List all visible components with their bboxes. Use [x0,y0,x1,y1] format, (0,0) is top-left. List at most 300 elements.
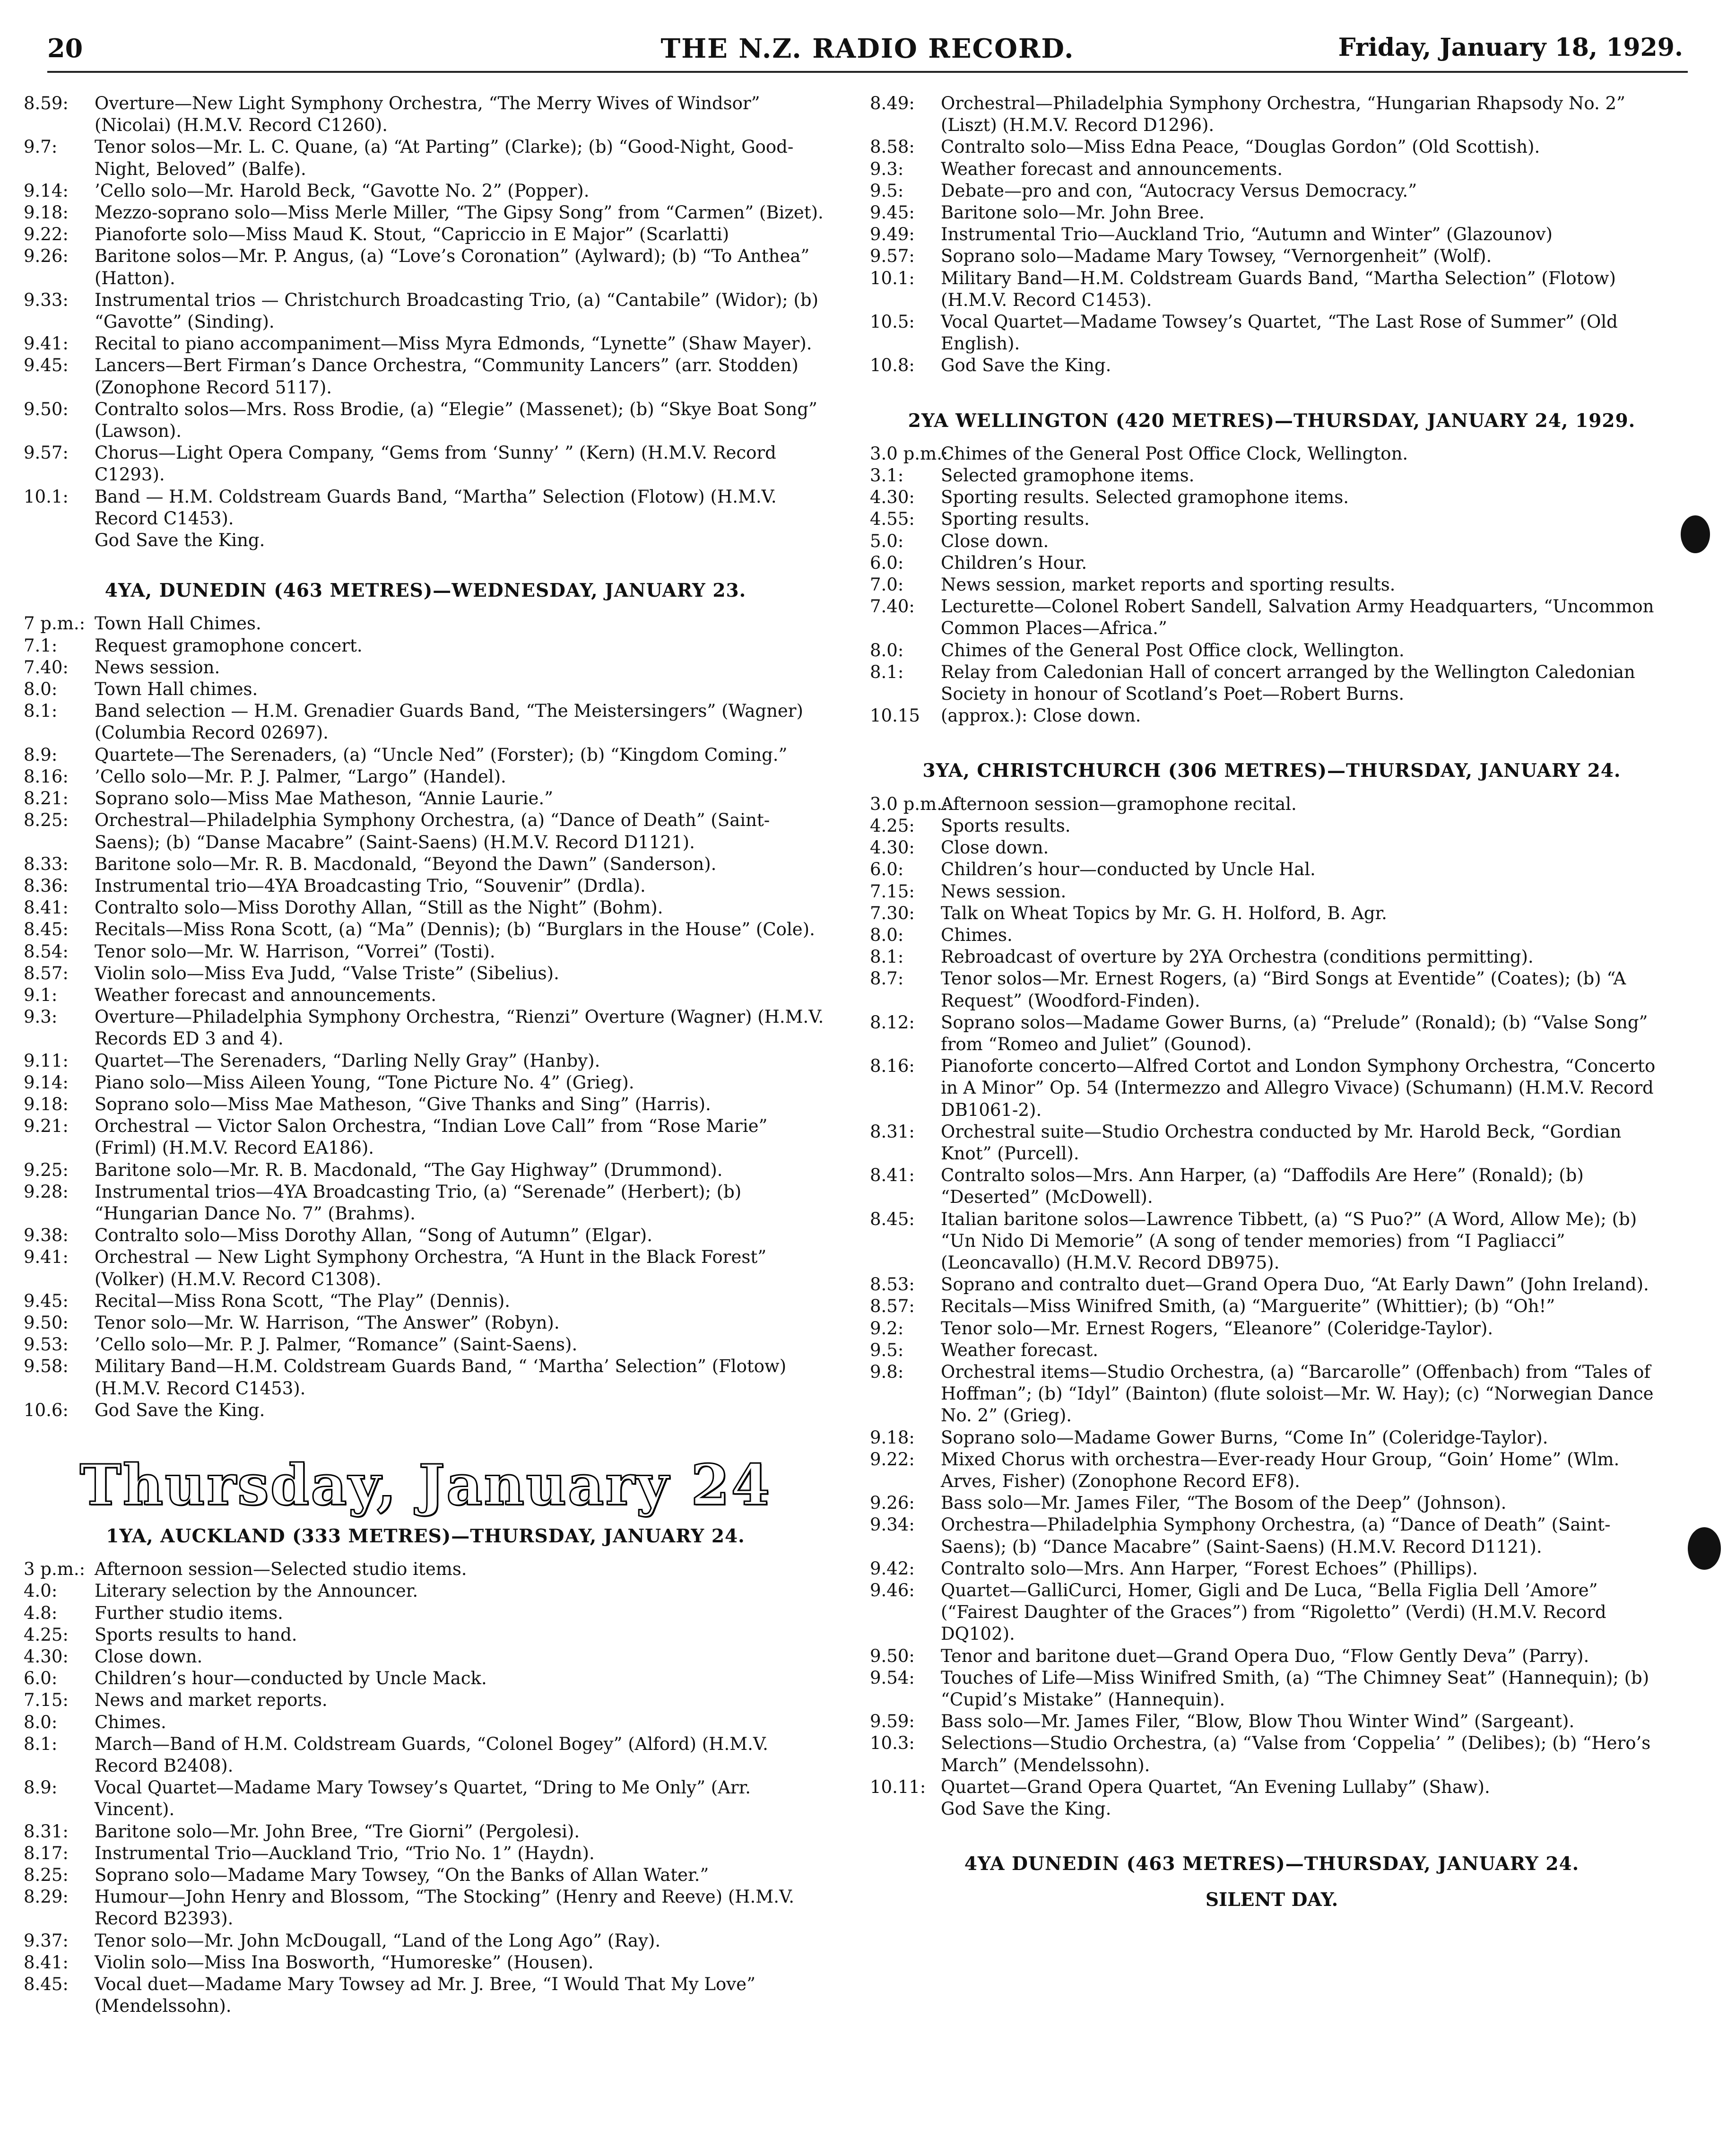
programme-entry [870,1274,1674,1296]
programme-entry [870,596,1674,639]
entry-time: 7.15: [870,881,915,902]
programme-entry [870,1558,1674,1580]
programme-entry [24,333,827,355]
entry-time: 8.17: [24,1843,69,1863]
programme-entry [870,1427,1674,1449]
entry-time: 8.49: [870,93,915,113]
entry-description: Sports results. [941,815,1071,836]
programme-entry [870,1492,1674,1514]
section-heading-christchurch-thursday: 3YA, CHRISTCHURCH (306 METRES)—THURSDAY, JANUARY 24. [922,760,1621,782]
entry-description: Piano solo—Miss Aileen Young, “Tone Picture No. 4” (Grieg). [95,1072,634,1093]
entry-description: Quartet—GalliCurci, Homer, Gigli and De Luca, “Bella Figlia Dell ’Amore” (“Fairest Daughter of the Graces”) from “Rigoletto” (Verdi) (H.M.V. Record DQ102). [941,1580,1606,1644]
entry-description: Chimes of the General Post Office Clock, Wellington. [941,443,1408,464]
entry-time: 10.3: [870,1733,915,1754]
programme-entry [870,1296,1674,1317]
entry-time: 8.33: [24,853,69,874]
entry-time: 8.25: [24,810,69,831]
programme-entry [870,531,1674,552]
programme-entry [24,875,827,897]
entry-time: 9.26: [24,246,69,267]
programme-entry [870,705,1674,727]
entry-time: 9.22: [870,1449,915,1470]
entry-time: 4.25: [24,1624,69,1645]
entry-description: Chorus—Light Opera Company, “Gems from ‘Sunny’ ” (Kern) (H.M.V. Record C1293). [95,443,776,485]
entry-time: 8.45: [870,1209,915,1229]
programme-entry [870,1055,1674,1121]
programme-entry [24,700,827,744]
programme-entry [24,941,827,963]
entry-time: 9.34: [870,1514,915,1535]
entry-time: 9.11: [24,1050,69,1071]
programme-entry [870,640,1674,661]
entry-description: Pianoforte concerto—Alfred Cortot and London Symphony Orchestra, “Concerto in A Minor” Op. 54 (Intermezzo and Allegro Vivace) (Schumann) (H.M.V. Record DB1061-2). [941,1056,1656,1120]
entry-time: 8.16: [24,766,69,787]
entry-description: Contralto solos—Mrs. Ann Harper, (a) “Daffodils Are Here” (Ronald); (b) “Deserted” (McDowell). [941,1165,1584,1208]
entry-time: 9.14: [24,1072,69,1093]
entry-time: 4.25: [870,815,915,836]
entry-description: Recital—Miss Rona Scott, “The Play” (Dennis). [95,1290,511,1311]
entry-time: 8.0: [870,640,904,661]
programme-entry [24,809,827,853]
programme-entry [24,1558,827,1580]
entry-time: 6.0: [870,859,904,880]
programme-entry [24,289,827,333]
entry-time: 8.9: [24,1777,58,1798]
entry-time: 7.1: [24,635,58,656]
entry-description: Violin solo—Miss Eva Judd, “Valse Triste” (Sibelius). [95,963,559,983]
entry-time: 7 p.m.: [24,613,86,634]
entry-description: Violin solo—Miss Ina Bosworth, “Humoreske” (Housen). [95,1952,594,1973]
programme-entry [870,1580,1674,1645]
entry-time: 8.16: [870,1056,915,1077]
programme-entry [24,1886,827,1930]
programme-entry [24,1712,827,1733]
entry-description: Orchestra—Philadelphia Symphony Orchestra, (a) “Dance of Death” (Saint-Saens); (b) “Dance Macabre” (Saint-Saens) (H.M.V. Record D1121). [941,1514,1611,1557]
programme-entry [24,1668,827,1689]
entry-description: Contralto solo—Miss Edna Peace, “Douglas Gordon” (Old Scottish). [941,137,1540,157]
entry-description: Orchestral items—Studio Orchestra, (a) “Barcarolle” (Offenbach) from “Tales of Hoffman”; (b) “Idyl” (Bainton) (flute soloist—Mr. W. Hay); (c) “Norwegian Dance No. 2” (Grieg). [941,1361,1654,1426]
entry-time: 9.46: [870,1580,915,1600]
entry-description: Instrumental trios—4YA Broadcasting Trio, (a) “Serenade” (Herbert); (b) “Hungarian Dance No. 7” (Brahms). [95,1181,742,1224]
page-header [47,33,1688,73]
programme-entry [24,1602,827,1624]
programme-entry [24,1864,827,1886]
entry-description: Tenor solo—Mr. W. Harrison, “Vorrei” (Tosti). [95,941,495,962]
entry-description: Baritone solo—Mr. R. B. Macdonald, “The Gay Highway” (Drummond). [95,1159,723,1180]
entry-description: Children’s hour—conducted by Uncle Hal. [941,859,1316,880]
section-heading-wellington-thursday: 2YA WELLINGTON (420 METRES)—THURSDAY, JANUARY 24, 1929. [908,409,1636,432]
entry-description: Overture—Philadelphia Symphony Orchestra, “Rienzi” Overture (Wagner) (H.M.V. Records ED 3 and 4). [95,1007,824,1049]
programme-entry [24,245,827,289]
entry-description: Selections—Studio Orchestra, (a) “Valse from ‘Coppelia’ ” (Delibes); (b) “Hero’s March” (Mendelssohn). [941,1733,1651,1775]
entry-description: Bass solo—Mr. James Filer, “The Bosom of the Deep” (Johnson). [941,1493,1507,1513]
entry-time: 8.31: [870,1121,915,1142]
entry-description: Lancers—Bert Firman’s Dance Orchestra, “Community Lancers” (arr. Stodden) (Zonophone Record 5117). [95,355,799,398]
programme-entry [24,766,827,788]
entry-time: 9.54: [870,1667,915,1688]
entry-time: 9.1: [24,984,58,1005]
entry-time: 9.57: [24,443,69,463]
entry-description: Weather forecast. [941,1339,1098,1360]
programme-entry [24,1646,827,1668]
left-column [24,93,827,2017]
programme-entry [870,1711,1674,1732]
programme-entry [870,793,1674,815]
entry-description: ’Cello solo—Mr. P. J. Palmer, “Largo” (Handel). [95,766,506,787]
entry-description: Orchestral—Philadelphia Symphony Orchestra, (a) “Dance of Death” (Saint-Saens); (b) “Danse Macabre” (Saint-Saens) (H.M.V. Record D1121). [95,810,770,852]
programme-entry [24,1624,827,1646]
programme-entry [870,245,1674,267]
programme-entry [870,136,1674,158]
entry-description: Soprano solo—Madame Mary Towsey, “On the Banks of Allan Water.” [95,1865,709,1886]
entry-time: 9.5: [870,1339,904,1360]
entry-description: ’Cello solo—Mr. Harold Beck, “Gavotte No. 2” (Popper). [95,180,590,201]
programme-entry [870,837,1674,859]
silent-day-note: SILENT DAY. [1205,1889,1338,1911]
entry-time: 9.5: [870,180,904,201]
programme-entry [870,1514,1674,1557]
entry-description: Soprano solos—Madame Gower Burns, (a) “Prelude” (Ronald); (b) “Valse Song” from “Romeo and Juliet” (Gounod). [941,1012,1648,1054]
programme-entry [24,984,827,1006]
programme-entry [870,180,1674,202]
entry-description: Talk on Wheat Topics by Mr. G. H. Holford, B. Agr. [941,903,1387,923]
entry-time: 9.18: [24,1094,69,1114]
entry-time: 6.0: [24,1668,58,1689]
entry-description: Quartet—The Serenaders, “Darling Nelly Gray” (Hanby). [95,1050,600,1071]
entry-description: Literary selection by the Announcer. [95,1581,418,1601]
entry-time: 8.0: [24,679,58,700]
entry-description: Quartet—Grand Opera Quartet, “An Evening Lullaby” (Shaw). [941,1776,1490,1797]
entry-time: 7.15: [24,1690,69,1711]
god-save-the-king-right: God Save the King. [941,1799,1111,1819]
programme-entry [24,399,827,442]
entry-time: 8.7: [870,968,904,989]
entry-time: 8.9: [24,744,58,765]
entry-description: Recitals—Miss Rona Scott, (a) “Ma” (Dennis); (b) “Burglars in the House” (Cole). [95,919,815,940]
issue-date: Friday, January 18, 1929. [1338,33,1683,62]
entry-description: Bass solo—Mr. James Filer, “Blow, Blow Thou Winter Wind” (Sargeant). [941,1711,1575,1732]
entry-time: 9.50: [24,399,69,419]
programme-entry [870,355,1674,376]
programme-entry [24,1072,827,1094]
programme-entry [24,1181,827,1225]
entry-time: 9.49: [870,224,915,245]
entry-description: Baritone solo—Mr. R. B. Macdonald, “Beyond the Dawn” (Sanderson). [95,853,717,874]
entry-time: 8.25: [24,1865,69,1886]
entry-description: Baritone solo—Mr. John Bree, “Tre Giorni” (Pergolesi). [95,1821,580,1842]
entry-time: 3 p.m.: [24,1559,86,1580]
programme-entry [870,1732,1674,1776]
entry-time: 9.8: [870,1361,904,1382]
programme-entry [24,224,827,245]
day-heading: Thursday, January 24 [79,1452,772,1518]
entry-description: Tenor solo—Mr. John McDougall, “Land of the Long Ago” (Ray). [95,1930,661,1951]
entry-description: Overture—New Light Symphony Orchestra, “The Merry Wives of Windsor” (Nicolai) (H.M.V. Record C1260). [95,93,760,136]
entry-description: Vocal Quartet—Madame Towsey’s Quartet, “The Last Rose of Summer” (Old English). [941,312,1618,354]
entry-description: Town Hall chimes. [95,679,258,700]
entry-description: Contralto solo—Mrs. Ann Harper, “Forest Echoes” (Phillips). [941,1558,1478,1579]
entry-time: 8.0: [24,1712,58,1732]
programme-entry [870,815,1674,837]
entry-description: God Save the King. [95,1400,265,1420]
entry-time: 9.41: [24,333,69,354]
entry-description: Tenor and baritone duet—Grand Opera Duo, “Flow Gently Deva” (Parry). [941,1645,1589,1666]
programme-entry [24,1930,827,1952]
programme-entry [24,355,827,398]
entry-time: 9.21: [24,1116,69,1137]
programme-entry [24,853,827,875]
entry-description: God Save the King. [941,355,1111,376]
programme-entry [24,1050,827,1072]
god-save-the-king: God Save the King. [95,530,265,551]
entry-time: 8.1: [24,1733,58,1754]
entry-time: 8.36: [24,875,69,896]
christchurch-thursday-list [870,793,1674,1798]
programme-entry [24,93,827,136]
paper-title: THE N.Z. RADIO RECORD. [660,33,1075,64]
entry-description: News session. [941,881,1067,902]
programme-entry [24,678,827,700]
programme-entry [870,924,1674,946]
programme-entry [870,946,1674,968]
entry-description: Close down. [95,1646,203,1667]
entry-description: Quartete—The Serenaders, (a) “Uncle Ned” (Forster); (b) “Kingdom Coming.” [95,744,788,765]
entry-time: 8.12: [870,1012,915,1033]
section-heading-dunedin-wednesday: 4YA, DUNEDIN (463 METRES)—WEDNESDAY, JANUARY 23. [104,580,746,602]
entry-description: Selected gramophone items. [941,465,1195,486]
programme-entry [24,1115,827,1159]
entry-description: Soprano solo—Miss Mae Matheson, “Give Thanks and Sing” (Harris). [95,1094,711,1114]
entry-description: Military Band—H.M. Coldstream Guards Band, “Martha Selection” (Flotow) (H.M.V. Record C1453). [941,268,1616,310]
entry-time: 9.50: [24,1312,69,1333]
programme-entry [870,1209,1674,1274]
entry-time: 10.1: [870,268,915,288]
entry-description: Lecturette—Colonel Robert Sandell, Salvation Army Headquarters, “Uncommon Common Places—Africa.” [941,596,1654,639]
entry-description: Close down. [941,531,1049,551]
programme-entry [24,1733,827,1777]
entry-time: 8.45: [24,1974,69,1995]
programme-entry [24,963,827,984]
programme-entry [870,552,1674,574]
entry-description: Tenor solo—Mr. Ernest Rogers, “Eleanore” (Coleridge-Taylor). [941,1318,1493,1339]
programme-entry [870,311,1674,355]
entry-description: Italian baritone solos—Lawrence Tibbett, (a) “S Puo?” (A Word, Allow Me); (b) “Un Nido Di Memorie” (A song of tender memories) from “I Pagliacci” (Leoncavallo) (H.M.V. Record DB975). [941,1209,1637,1273]
entry-time: 9.45: [870,202,915,223]
programme-entry [870,224,1674,245]
programme-entry [24,613,827,635]
programme-entry [870,1776,1674,1798]
entry-description: Mezzo-soprano solo—Miss Merle Miller, “The Gipsy Song” from “Carmen” (Bizet). [95,202,824,223]
entry-description: Orchestral — Victor Salon Orchestra, “Indian Love Call” from “Rose Marie” (Friml) (H.M.V. Record EA186). [95,1116,768,1158]
entry-time: 9.18: [24,202,69,223]
programme-entry [24,744,827,766]
programme-entry [870,508,1674,530]
entry-time: 5.0: [870,531,904,551]
entry-description: Pianoforte solo—Miss Maud K. Stout, “Capriccio in E Major” (Scarlatti) [95,224,729,245]
entry-description: Recitals—Miss Winifred Smith, (a) “Marguerite” (Whittier); (b) “Oh!” [941,1296,1555,1317]
entry-description: News session. [95,657,220,678]
entry-time: 9.25: [24,1159,69,1180]
entry-time: 8.58: [870,137,915,157]
entry-description: News and market reports. [95,1690,328,1711]
entry-time: 4.8: [24,1602,58,1623]
entry-description: Chimes. [941,924,1013,945]
programme-entry [24,657,827,678]
programme-entry [870,202,1674,224]
entry-time: 9.22: [24,224,69,245]
programme-entry [24,1290,827,1312]
entry-time: 8.57: [24,963,69,983]
entry-description: Soprano and contralto duet—Grand Opera Duo, “At Early Dawn” (John Ireland). [941,1274,1649,1295]
programme-entry [24,1006,827,1050]
entry-time: 9.42: [870,1558,915,1579]
entry-description: Vocal duet—Madame Mary Towsey ad Mr. J. Bree, “I Would That My Love” (Mendelssohn). [95,1974,755,2017]
wellington-thursday-list [870,443,1674,727]
dunedin-wednesday-list [24,613,827,1421]
entry-description: Soprano solo—Madame Mary Towsey, “Vernorgenheit” (Wolf). [941,246,1492,267]
entry-time: 8.0: [870,924,904,945]
entry-time: 8.1: [870,947,904,967]
programme-entry [24,1334,827,1356]
programme-entry [24,1689,827,1711]
entry-time: 9.3: [870,158,904,179]
entry-description: Touches of Life—Miss Winifred Smith, (a) “The Chimney Seat” (Hannequin); (b) “Cupid’s Mistake” (Hannequin). [941,1667,1649,1710]
entry-description: Band selection — H.M. Grenadier Guards Band, “The Meistersingers” (Wagner) (Columbia Record 02697). [95,701,803,743]
entry-description: Request gramophone concert. [95,635,363,656]
programme-entry [24,635,827,657]
programme-entry [24,1246,827,1290]
entry-description: Mixed Chorus with orchestra—Ever-ready Hour Group, “Goin’ Home” (Wlm. Arves, Fisher) (Zonophone Record EF8). [941,1449,1620,1491]
entry-description: March—Band of H.M. Coldstream Guards, “Colonel Bogey” (Alford) (H.M.V. Record B2408). [95,1733,768,1776]
entry-time: 9.41: [24,1247,69,1268]
entry-time: 9.18: [870,1427,915,1448]
entry-description: Sporting results. [941,509,1090,530]
programme-entry [24,202,827,224]
programme-entry [24,1777,827,1820]
entry-time: 9.50: [870,1645,915,1666]
entry-description: Orchestral — New Light Symphony Orchestra, “A Hunt in the Black Forest” (Volker) (H.M.V. Record C1308). [95,1247,767,1289]
programme-entry [870,859,1674,880]
entry-time: 8.59: [24,93,69,113]
entry-description: Military Band—H.M. Coldstream Guards Band, “ ‘Martha’ Selection” (Flotow) (H.M.V. Record C1453). [95,1356,787,1399]
programme-entry [870,1449,1674,1492]
programme-entry [870,1165,1674,1208]
programme-entry [24,1952,827,1974]
entry-time: 8.54: [24,941,69,962]
programme-entry [870,574,1674,596]
entry-description: Weather forecast and announcements. [95,984,436,1005]
programme-entry [870,158,1674,180]
entry-time: 9.14: [24,180,69,201]
entry-time: 7.40: [24,657,69,678]
entry-time: 8.45: [24,919,69,940]
programme-entry [870,443,1674,465]
entry-description: Tenor solos—Mr. Ernest Rogers, (a) “Bird Songs at Eventide” (Coates); (b) “A Request” (Woodford-Finden). [941,968,1626,1011]
entry-description: Chimes. [95,1712,166,1732]
programme-entry [24,1843,827,1864]
entry-time: 9.37: [24,1930,69,1951]
entry-time: 10.15 [870,705,920,726]
entry-time: 3.0 p.m.: [870,793,948,814]
entry-description: Soprano solo—Madame Gower Burns, “Come In” (Coleridge-Taylor). [941,1427,1548,1448]
entry-description: Instrumental Trio—Auckland Trio, “Autumn and Winter” (Glazounov) [941,224,1553,245]
entry-description: Contralto solo—Miss Dorothy Allan, “Still as the Night” (Bohm). [95,897,663,918]
entry-time: 8.31: [24,1821,69,1842]
entry-description: Orchestral—Philadelphia Symphony Orchestra, “Hungarian Rhapsody No. 2” (Liszt) (H.M.V. Record D1296). [941,93,1625,136]
programme-entry [870,881,1674,903]
programme-entry [24,1580,827,1602]
programme-entry [24,1094,827,1115]
programme-entry [24,1159,827,1181]
ink-blot [1688,1527,1721,1570]
programme-entry [870,1361,1674,1427]
entry-time: 4.30: [24,1646,69,1667]
programme-entry [24,486,827,530]
section-heading-dunedin-thursday: 4YA DUNEDIN (463 METRES)—THURSDAY, JANUARY 24. [964,1853,1580,1875]
programme-entry [870,1318,1674,1339]
entry-description: Humour—John Henry and Blossom, “The Stocking” (Henry and Reeve) (H.M.V. Record B2393). [95,1887,794,1929]
programme-entry [24,1400,827,1421]
entry-description: Tenor solos—Mr. L. C. Quane, (a) “At Parting” (Clarke); (b) “Good-Night, Good-Night, Beloved” (Balfe). [95,137,794,179]
entry-description: Instrumental Trio—Auckland Trio, “Trio No. 1” (Haydn). [95,1843,595,1863]
programme-entry [24,919,827,940]
entry-time: 10.8: [870,355,915,376]
programme-entry [870,1121,1674,1165]
entry-time: 10.11: [870,1776,926,1797]
programme-entry [870,1667,1674,1711]
entry-time: 8.1: [870,661,904,682]
entry-time: 8.41: [870,1165,915,1186]
entry-description: Baritone solos—Mr. P. Angus, (a) “Love’s Coronation” (Aylward); (b) “To Anthea” (Hatton). [95,246,810,288]
entry-time: 9.26: [870,1493,915,1513]
entry-time: 9.45: [24,355,69,376]
programme-entry [870,903,1674,924]
programme-entry [870,487,1674,508]
entry-time: 8.41: [24,1952,69,1973]
entry-time: 9.28: [24,1181,69,1202]
programme-entry [24,1225,827,1246]
page-number: 20 [47,33,83,63]
entry-time: 10.5: [870,312,915,332]
entry-description: Orchestral suite—Studio Orchestra conducted by Mr. Harold Beck, “Gordian Knot” (Purcell). [941,1121,1622,1164]
right-column [870,93,1674,1911]
auckland-thursday-list [24,1558,827,2017]
entry-time: 8.21: [24,788,69,809]
programme-entry [870,661,1674,705]
entry-time: 7.30: [870,903,915,923]
entry-description: Children’s hour—conducted by Uncle Mack. [95,1668,487,1689]
programme-entry [24,180,827,202]
entry-time: 9.57: [870,246,915,267]
entry-description: Weather forecast and announcements. [941,158,1283,179]
entry-description: Town Hall Chimes. [95,613,261,634]
entry-description: Baritone solo—Mr. John Bree. [941,202,1205,223]
entry-time: 9.38: [24,1225,69,1246]
entry-time: 8.1: [24,701,58,722]
entry-description: Close down. [941,837,1049,858]
entry-time: 7.40: [870,596,915,617]
entry-time: 8.41: [24,897,69,918]
entry-time: 9.59: [870,1711,915,1732]
entry-time: 8.53: [870,1274,915,1295]
entry-time: 10.6: [24,1400,69,1420]
continued-programme-list-right [870,93,1674,377]
entry-description: Instrumental trios — Christchurch Broadcasting Trio, (a) “Cantabile” (Widor); (b) “Gavotte” (Sinding). [95,289,819,332]
programme-entry [24,442,827,486]
programme-entry [24,1821,827,1843]
section-heading-auckland-thursday: 1YA, AUCKLAND (333 METRES)—THURSDAY, JANUARY 24. [106,1525,745,1547]
entry-time: 3.1: [870,465,904,486]
